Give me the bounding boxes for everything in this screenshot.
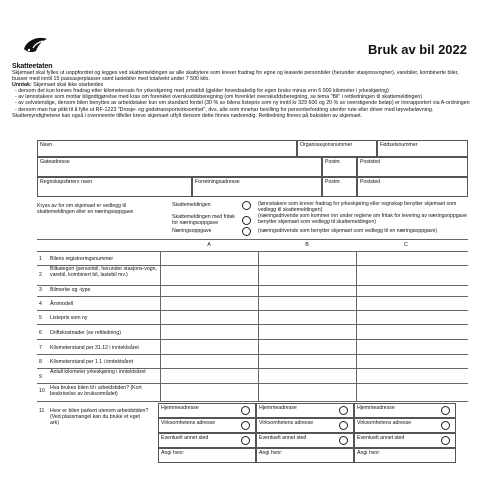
parking-b-other-radio[interactable] [339, 436, 348, 445]
forretningsadresse-label: Forretningsadresse [195, 179, 240, 185]
row-number: 11 [39, 408, 45, 414]
row-number: 3 [39, 287, 42, 293]
parking-b-where-field[interactable] [256, 448, 354, 463]
option-label: Virksomhetens adresse [259, 420, 314, 426]
poststed2-label: Poststed [360, 179, 381, 185]
attach-opt3-radio[interactable] [242, 227, 251, 236]
row-label: Kilometerstand per 1.1 i inntektsåret [50, 359, 134, 365]
parking-c-business-radio[interactable] [441, 421, 450, 430]
navn-label: Navn [40, 142, 53, 148]
attach-instruction: Kryss av for om skjemaet er vedlegg til skattemeldingen eller en næringsoppgave [37, 203, 134, 215]
navn-field[interactable] [37, 140, 297, 157]
row-number: 5 [39, 315, 42, 321]
parking-a-home-radio[interactable] [241, 406, 250, 415]
fodsel-field[interactable] [377, 140, 468, 157]
row-label: Hvor er bilen parkert utenom arbeidstiden? (Ved plassmangel kan du bruke et eget ark) [50, 408, 149, 426]
parking-b-business-radio[interactable] [339, 421, 348, 430]
column-c-header: C [404, 242, 408, 248]
parking-a-business-radio[interactable] [241, 421, 250, 430]
intro-bullet: - av selvstendige, dersom bilen benyttes av arbeidstaker kun om standard fordel (30 % av bilens listepris som ny inntil kr 329 600 og 20 % av overstigende beløp) er innrapportert via A-ordningen [15, 100, 470, 107]
skatteetaten-logo [12, 34, 60, 70]
postnr-field[interactable] [322, 157, 357, 177]
option-label: Angi hvor: [161, 450, 185, 456]
option-label: Hjemmeadresse [259, 405, 297, 411]
regnskapsforer-label: Regnskapsførers navn [40, 179, 93, 185]
column-a-header: A [207, 242, 211, 248]
intro-last: Skattemyndighetene kan også i ovennevnte tilfeller kreve skjemaet utfylt dersom dette finnes nødvendig. Rettledning finnes på baksiden av skjemaet. [12, 112, 363, 119]
gateadresse-label: Gateadresse [40, 159, 70, 165]
row-number: 1 [39, 256, 42, 262]
parking-a-other-radio[interactable] [241, 436, 250, 445]
row-number: 8 [39, 359, 42, 365]
row-label: Bilmerke og -type [50, 287, 91, 293]
attach-opt3-desc: (næringsdrivende som benytter skjemaet som vedlegg til en næringsoppgave) [258, 228, 438, 234]
gateadresse-field[interactable] [37, 157, 322, 177]
attach-opt1-desc: (lønnstakere som krever fradrag for yrkeskjøring eller regnskap benytter skjemaet som vedlegg til skattemeldingen) [258, 201, 457, 213]
row-label: Årsmodell [50, 301, 74, 307]
org-field[interactable] [297, 140, 377, 157]
attach-opt3-label: Næringsoppgave [172, 228, 212, 234]
regnskapsforer-field[interactable] [37, 177, 192, 197]
attach-opt1-label: Skattemeldingen [172, 202, 211, 208]
option-label: Virksomhetens adresse [357, 420, 412, 426]
parking-b-home-radio[interactable] [339, 406, 348, 415]
parking-c-where-field[interactable] [354, 448, 456, 463]
row-label: Bilkategori (personbil, herunder stasjons-vogn, varebil, kombinert bil, lastebil mv.) [50, 266, 157, 278]
row-number: 6 [39, 330, 42, 336]
forretningsadresse-field[interactable] [192, 177, 322, 197]
parking-c-other-radio[interactable] [441, 436, 450, 445]
option-label: Angi hvor: [357, 450, 381, 456]
form-title: Bruk av bil 2022 [368, 42, 467, 57]
attach-opt2-radio[interactable] [242, 216, 251, 225]
option-label: Eventuelt annet sted [259, 435, 307, 441]
row-label: Driftskostnader (se rettledning) [50, 330, 121, 336]
poststed-label: Poststed [360, 159, 381, 165]
unntak-text: Skjemaet skal ikke utarbeides [33, 82, 104, 89]
row-number: 2 [39, 272, 42, 278]
row-number: 9 [39, 374, 42, 380]
attach-opt2-desc: (næringsdrivende som kommer inn under reglene om fritak for levering av næringsoppgave benytter skjemaet som vedlegg til skattemeldingen) [258, 213, 468, 225]
unntak-label: Unntak: [12, 82, 32, 89]
postnr-label: Postnr. [325, 159, 342, 165]
intro-paragraph: Skjemaet skal fylles ut uoppfordret og legges ved skattemeldingen av alle skattytere som krever fradrag for egne og leasede personbiler (herunder stasjonsvogner), varebiler, kombinerte biler, busser med inntil 15 passasjerplasser samt lastebiler med totalvekt under 7 500 kilo. [12, 70, 459, 83]
row-label: Hva brukes bilen til i arbeidstiden? (Kort beskrivelse av bruksområdet) [50, 385, 142, 397]
intro-bullet: - dersom man har plikt til å fylle ut RF-1223 "Drosje- og godstransportvirksomhet", dvs. alle som innehar bevilling for personbefordring utenfor rute eller driver med løyvebeløvning. [15, 106, 434, 113]
row-number: 4 [39, 301, 42, 307]
row-label: Listepris som ny [50, 315, 88, 321]
org-label: Organisasjonsnummer [300, 142, 353, 148]
fodsel-label: Fødselsnummer [380, 142, 418, 148]
option-label: Hjemmeadresse [161, 405, 199, 411]
row-number: 7 [39, 345, 42, 351]
column-b-header: B [305, 242, 309, 248]
logo-text: Skatteetaten [12, 63, 53, 70]
postnr2-label: Postnr. [325, 179, 342, 185]
row-number: 10 [39, 388, 45, 394]
option-label: Angi hvor: [259, 450, 283, 456]
attach-opt2-label: Skattemeldingen med fritak for næringsoppgave [172, 214, 235, 226]
row-label: Kilometerstand per 31.12 i inntektsåret [50, 345, 139, 351]
postnr2-field[interactable] [322, 177, 357, 197]
poststed2-field[interactable] [357, 177, 468, 197]
option-label: Virksomhetens adresse [161, 420, 216, 426]
attach-opt1-radio[interactable] [242, 201, 251, 210]
intro-text [12, 70, 470, 119]
parking-c-home-radio[interactable] [441, 406, 450, 415]
row-label: Bilens registreringsnummer [50, 256, 114, 262]
poststed-field[interactable] [357, 157, 468, 177]
parking-a-where-field[interactable] [158, 448, 256, 463]
option-label: Eventuelt annet sted [357, 435, 405, 441]
row-label: Antall kilometer yrkeskjøring i inntektsåret [50, 369, 146, 375]
logo-mark-icon [20, 34, 50, 56]
option-label: Eventuelt annet sted [161, 435, 209, 441]
intro-bullet: - av lønnstakere som mottar bilgodtgjørelse med krav om forenklet overskuddsberegning (om forenklet overskuddsberegning, se tema "Bil" i rettledningen til skattemeldingen) [15, 94, 423, 101]
option-label: Hjemmeadresse [357, 405, 395, 411]
intro-bullet: - dersom det kun kreves fradrag etter kilometersats for yrkeskjøring med privatbil (gjelder hovedsakelig for egen bruks minus enn 6 000 kilometer i yrkeskjøring) [15, 88, 389, 95]
